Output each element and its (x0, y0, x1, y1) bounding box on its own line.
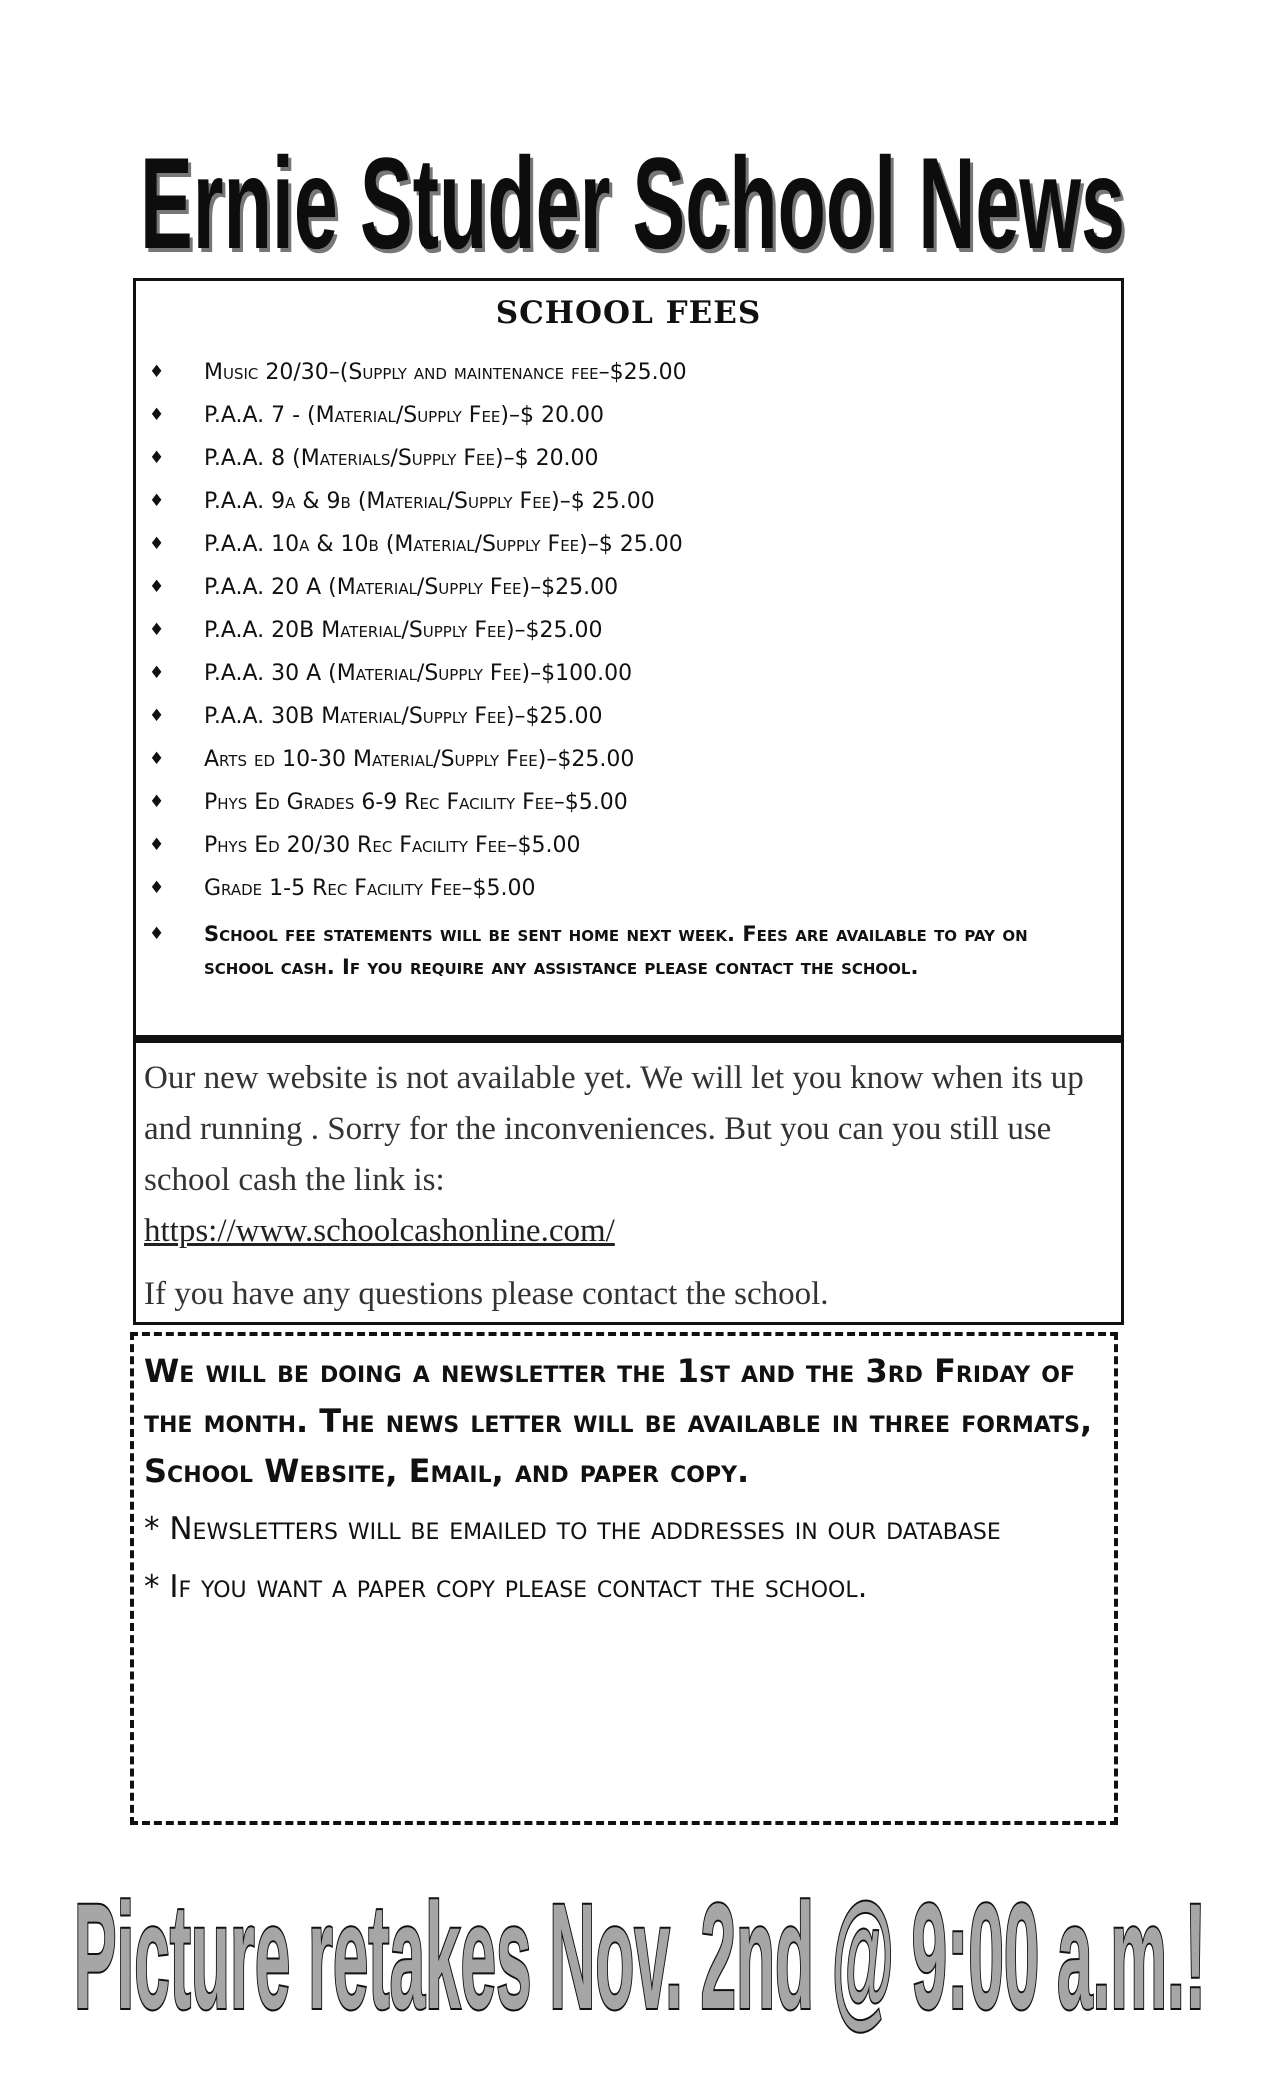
diamond-bullet-icon: ♦ (149, 663, 165, 683)
fee-item: ♦ Grade 1-5 Rec Facility Fee–$5.00 (136, 867, 1121, 910)
fee-item: ♦ P.A.A. 10a & 10b (Material/Supply Fee)–$ 25.00 (136, 523, 1121, 566)
masthead-svg (140, 118, 1130, 278)
diamond-bullet-icon: ♦ (149, 878, 165, 898)
newsletter-email-note: * Newsletters will be emailed to the addresses in our database (144, 1511, 1001, 1547)
fee-item: ♦ P.A.A. 30 A (Material/Supply Fee)–$100.00 (136, 652, 1121, 695)
diamond-bullet-icon: ♦ (149, 706, 165, 726)
website-notice-box (133, 1038, 1124, 1325)
retakes-text: Picture retakes Nov. 2nd @ 9:00 a.m.! (74, 1872, 1206, 2040)
diamond-bullet-icon: ♦ (149, 792, 165, 812)
fee-statement-note: ♦ School fee statements will be sent home next week. Fees are available to pay on school cash. If you require any assistance please contact the school. (136, 910, 1121, 984)
website-notice-text: Our new website is not available yet. We will let you know when its up and running . Sorry for the inconveniences. But you can you still use school cash the link is: (144, 1060, 1084, 1198)
picture-retakes-banner (70, 1840, 1210, 2040)
diamond-bullet-icon: ♦ (149, 924, 165, 944)
diamond-bullet-icon: ♦ (149, 620, 165, 640)
newsletter-box (130, 1332, 1118, 1825)
fee-item: ♦ P.A.A. 30B Material/Supply Fee)–$25.00 (136, 695, 1121, 738)
diamond-bullet-icon: ♦ (149, 749, 165, 769)
school-cash-link[interactable]: https://www.schoolcashonline.com/ (144, 1213, 615, 1249)
newsletter-paper-note: * If you want a paper copy please contact the school. (144, 1569, 868, 1605)
diamond-bullet-icon: ♦ (149, 534, 165, 554)
fee-item: ♦ Phys Ed Grades 6-9 Rec Facility Fee–$5.00 (136, 781, 1121, 824)
fee-item: ♦ Arts ed 10-30 Material/Supply Fee)–$25.00 (136, 738, 1121, 781)
fee-item: ♦ Music 20/30–(Supply and maintenance fee–$25.00 (136, 351, 1121, 394)
diamond-bullet-icon: ♦ (149, 491, 165, 511)
fees-title: SCHOOL FEES (495, 295, 762, 331)
fees-list (136, 351, 1121, 984)
newsletter-schedule-text: We will be doing a newsletter the 1st and the 3rd Friday of the month. The news letter will be available in three formats, School Website, Email, and paper copy. (144, 1352, 1093, 1490)
masthead-title: Ernie Studer School News (140, 130, 1125, 276)
website-questions-text: If you have any questions please contact the school. (144, 1276, 829, 1312)
diamond-bullet-icon: ♦ (149, 405, 165, 425)
diamond-bullet-icon: ♦ (149, 835, 165, 855)
fee-item: ♦ P.A.A. 9a & 9b (Material/Supply Fee)–$ 25.00 (136, 480, 1121, 523)
fee-item: ♦ P.A.A. 20B Material/Supply Fee)–$25.00 (136, 609, 1121, 652)
school-fees-box (133, 278, 1124, 1038)
masthead (140, 118, 1130, 278)
retakes-svg (70, 1840, 1210, 2040)
diamond-bullet-icon: ♦ (149, 362, 165, 382)
fee-item: ♦ Phys Ed 20/30 Rec Facility Fee–$5.00 (136, 824, 1121, 867)
diamond-bullet-icon: ♦ (149, 448, 165, 468)
fee-item: ♦ P.A.A. 8 (Materials/Supply Fee)–$ 20.00 (136, 437, 1121, 480)
diamond-bullet-icon: ♦ (149, 577, 165, 597)
fee-item: ♦ P.A.A. 7 - (Material/Supply Fee)–$ 20.00 (136, 394, 1121, 437)
fee-item: ♦ P.A.A. 20 A (Material/Supply Fee)–$25.00 (136, 566, 1121, 609)
